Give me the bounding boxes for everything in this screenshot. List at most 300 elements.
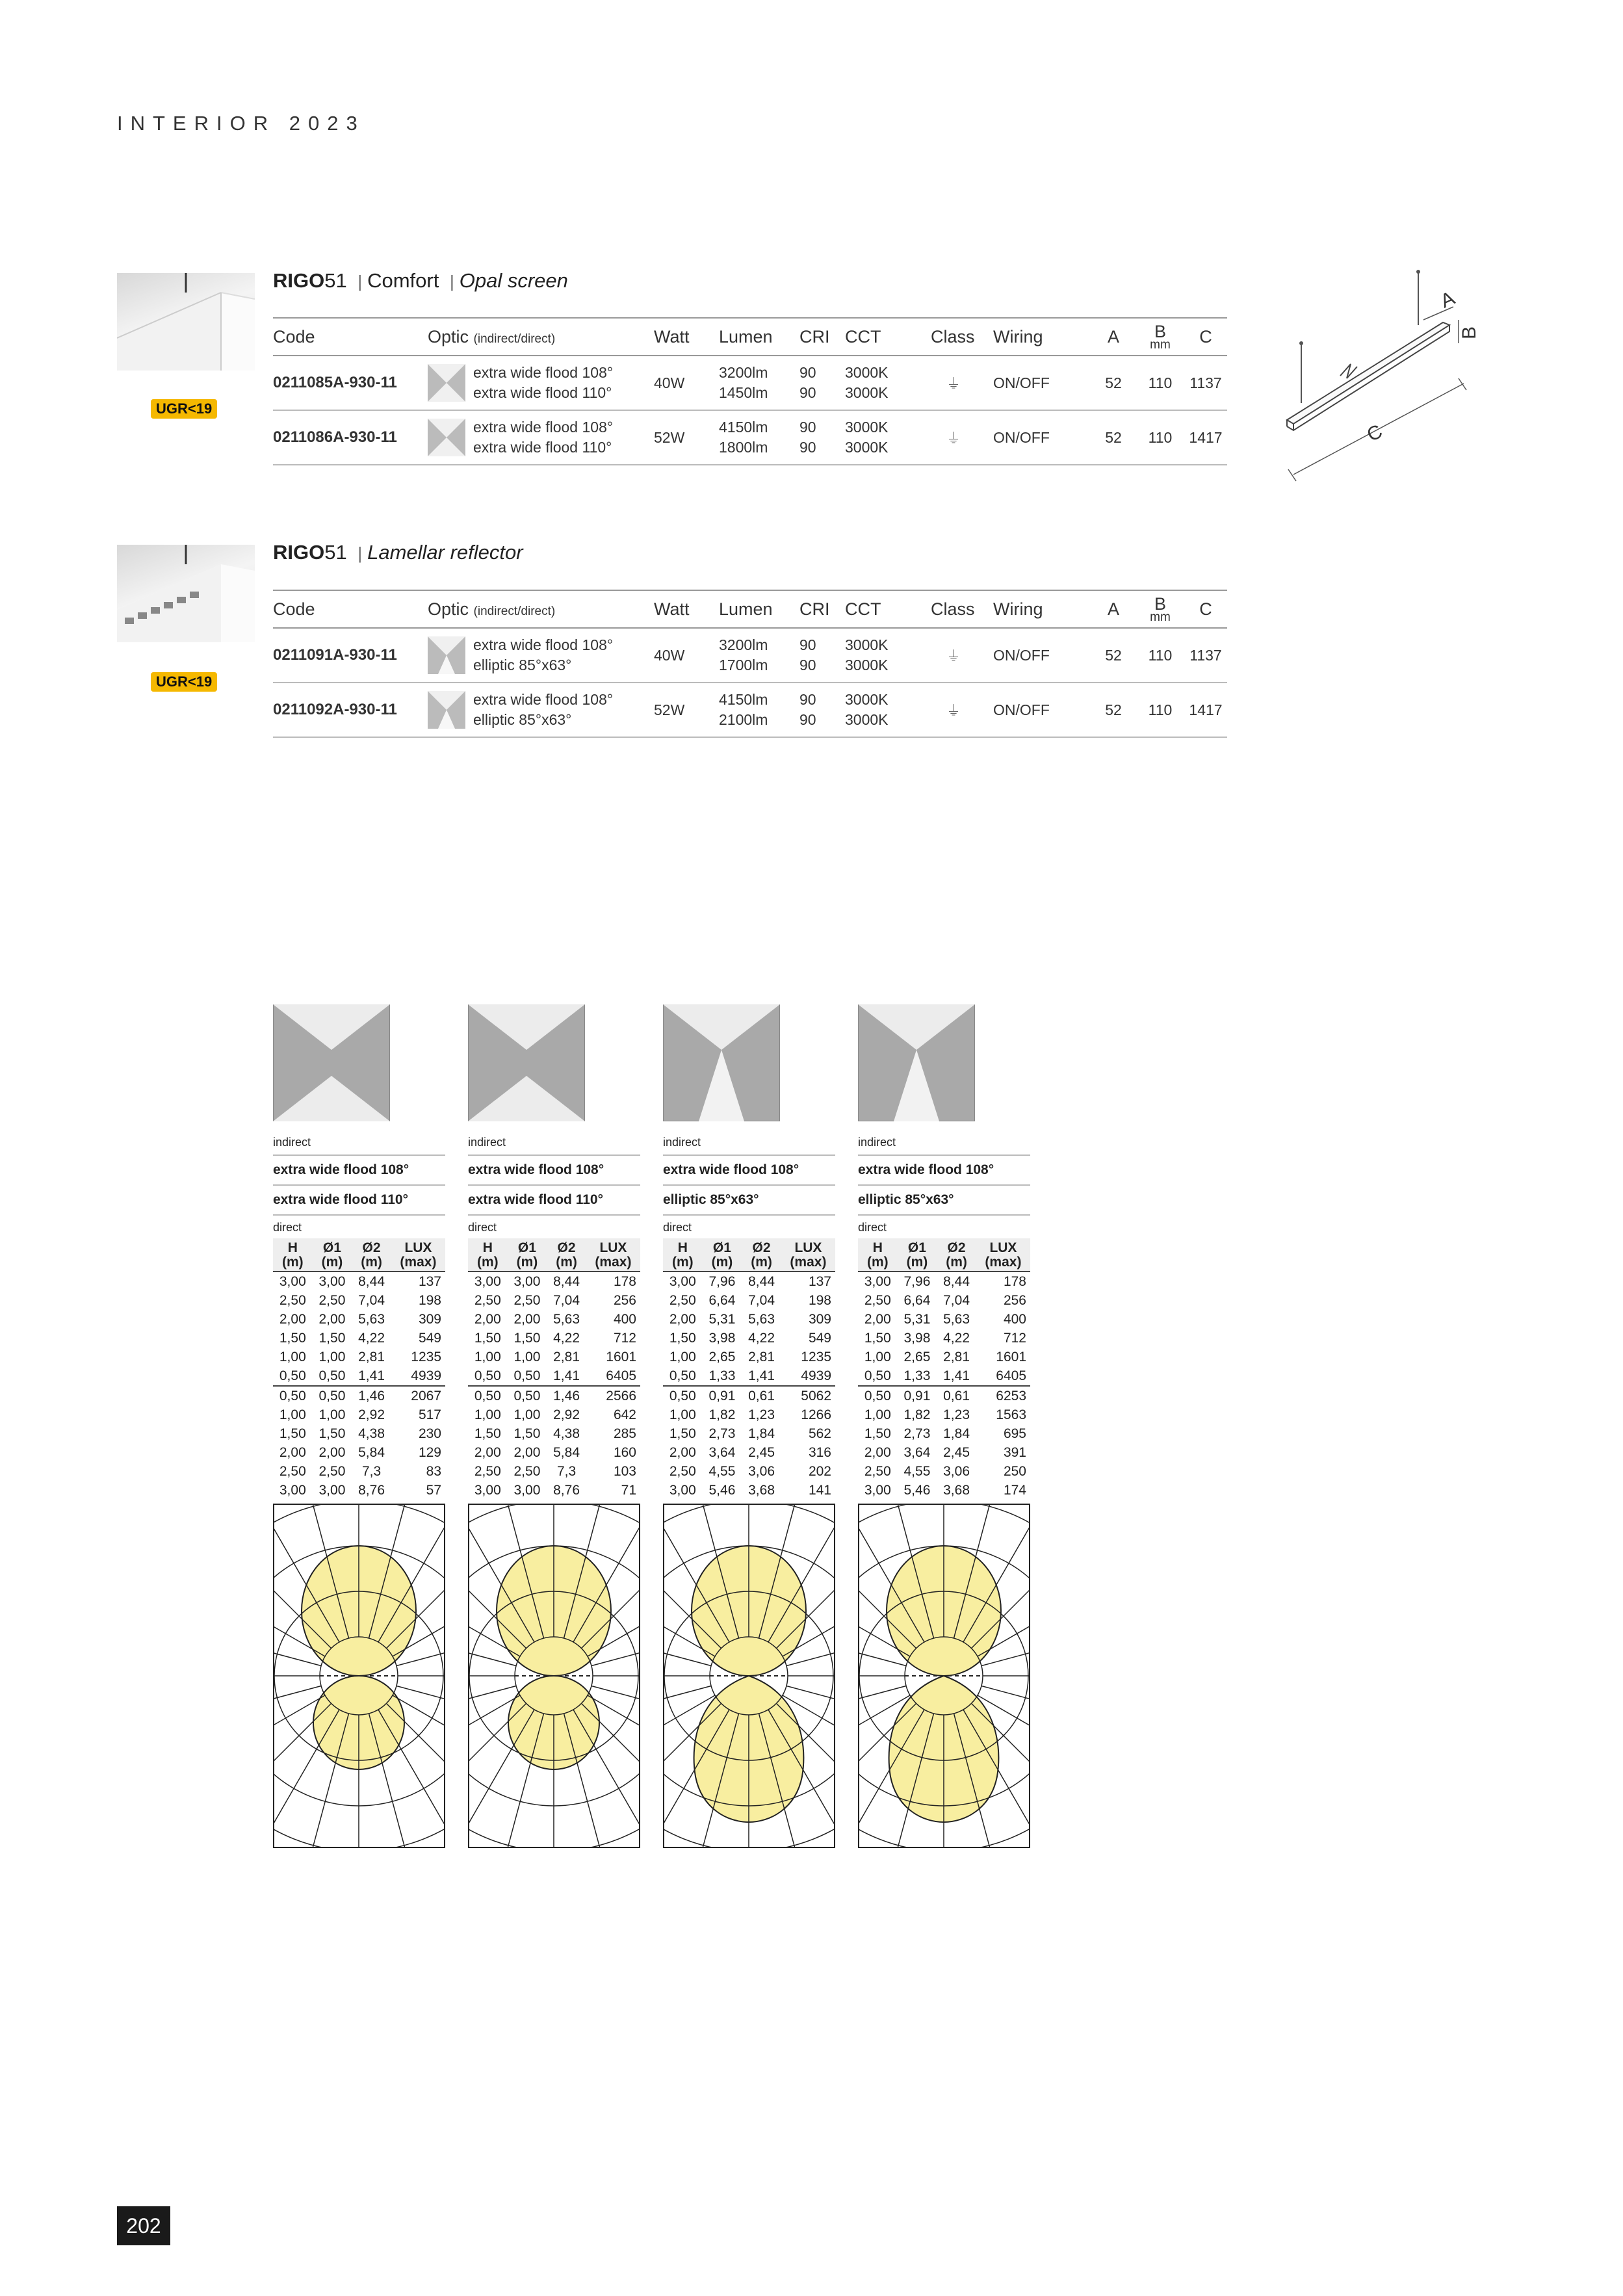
table-cell: 1,23	[748, 1407, 775, 1422]
table-header-cell: H (m)	[273, 1238, 313, 1272]
table-row	[858, 1310, 1030, 1329]
table-cell: 8,44	[748, 1274, 775, 1289]
table-header-row	[273, 1238, 445, 1272]
table-cell: 1,50	[474, 1331, 501, 1346]
indirect-optic-label: extra wide flood 108°	[858, 1155, 1030, 1186]
dim-c: 1417	[1184, 683, 1227, 737]
table-cell: 2,92	[553, 1407, 580, 1422]
table-cell: 7,04	[943, 1293, 970, 1308]
polar-diagram	[273, 1504, 445, 1848]
product-image-lamellar	[117, 545, 255, 642]
photometry-column	[663, 1004, 835, 1848]
table-cell: 178	[613, 1274, 636, 1289]
table-header-row	[468, 1238, 640, 1272]
table-cell: 2,81	[358, 1350, 385, 1364]
table-cell: 2,00	[864, 1312, 891, 1327]
col-optic: Optic (indirect/direct)	[428, 318, 654, 356]
table-row	[468, 1481, 640, 1500]
table-cell: 2,50	[513, 1464, 541, 1479]
table-cell: 1,00	[318, 1407, 346, 1422]
table-cell: 2,81	[748, 1350, 775, 1364]
table-cell: 6405	[996, 1368, 1026, 1383]
table-cell: 2566	[586, 1386, 640, 1405]
table-row	[468, 1272, 640, 1291]
table-cell: 0,50	[279, 1368, 306, 1383]
table-header-cell: LUX (max)	[976, 1238, 1030, 1272]
table-cell: 1,00	[318, 1350, 346, 1364]
table-cell: 4,55	[903, 1464, 931, 1479]
product-title	[273, 269, 568, 293]
table-cell: 0,50	[318, 1368, 346, 1383]
direct-optic-label: elliptic 85°x63°	[663, 1186, 835, 1216]
cct: 3000K 3000K	[845, 683, 931, 737]
table-cell: 2,00	[513, 1445, 541, 1460]
illuminance-table	[468, 1238, 640, 1500]
separator: |	[357, 272, 363, 291]
table-cell: 1,50	[864, 1426, 891, 1441]
table-row	[273, 1366, 445, 1386]
col-optic: Optic (indirect/direct)	[428, 590, 654, 628]
table-cell: 1,50	[669, 1331, 696, 1346]
earth-ground-icon: ⏚	[946, 430, 961, 447]
table-cell: 8,44	[358, 1274, 385, 1289]
table-row	[858, 1366, 1030, 1386]
table-cell: 0,50	[663, 1386, 703, 1405]
spec-table-lamellar	[273, 590, 1227, 738]
indirect-label: indirect	[468, 1136, 506, 1149]
table-row	[858, 1443, 1030, 1462]
spec-table-opal	[273, 317, 1227, 465]
table-cell: 0,61	[937, 1386, 976, 1405]
table-cell: 0,91	[703, 1386, 742, 1405]
table-cell: 174	[1003, 1483, 1026, 1498]
table-cell: 1,00	[513, 1350, 541, 1364]
table-cell: 1,41	[358, 1368, 385, 1383]
table-cell: 3,06	[943, 1464, 970, 1479]
table-header-cell: Ø2 (m)	[352, 1238, 391, 1272]
col-a: A	[1091, 590, 1136, 628]
class-cell	[931, 683, 993, 737]
photometry-column	[858, 1004, 1030, 1848]
table-row	[663, 1386, 835, 1405]
table-cell: 2,50	[513, 1293, 541, 1308]
product-subtitle: Comfort	[367, 269, 439, 292]
table-row	[858, 1329, 1030, 1348]
cri: 90 90	[799, 628, 845, 683]
table-cell: 2,50	[318, 1464, 346, 1479]
table-header-cell: LUX (max)	[391, 1238, 445, 1272]
table-cell: 0,50	[273, 1386, 313, 1405]
col-watt: Watt	[654, 590, 719, 628]
table-cell: 3,00	[318, 1274, 346, 1289]
separator: |	[357, 543, 363, 563]
earth-ground-icon: ⏚	[946, 375, 961, 392]
dimension-label-a: A	[1437, 287, 1459, 313]
lumen: 4150lm 1800lm	[719, 410, 799, 465]
dim-c: 1137	[1184, 628, 1227, 683]
table-cell: 1,00	[864, 1350, 891, 1364]
table-cell: 1,46	[352, 1386, 391, 1405]
table-cell: 1,50	[279, 1426, 306, 1441]
dim-b: 110	[1136, 628, 1184, 683]
col-cct: CCT	[845, 318, 931, 356]
table-header-row	[273, 590, 1227, 628]
table-header-cell: Ø2 (m)	[547, 1238, 586, 1272]
table-cell: 3,00	[279, 1483, 306, 1498]
table-cell: 0,50	[474, 1368, 501, 1383]
table-cell: 1,00	[513, 1407, 541, 1422]
table-cell: 7,3	[556, 1464, 577, 1479]
col-wiring: Wiring	[993, 590, 1091, 628]
table-cell: 8,76	[553, 1483, 580, 1498]
table-row	[858, 1462, 1030, 1481]
col-wiring: Wiring	[993, 318, 1091, 356]
table-cell: 3,00	[318, 1483, 346, 1498]
table-row	[663, 1462, 835, 1481]
table-header-cell: Ø1 (m)	[703, 1238, 742, 1272]
table-cell: 5,46	[903, 1483, 931, 1498]
direct-label: direct	[663, 1221, 692, 1234]
dim-b: 110	[1136, 683, 1184, 737]
class-cell	[931, 410, 993, 465]
table-cell: 400	[613, 1312, 636, 1327]
table-cell: 137	[808, 1274, 831, 1289]
ugr-badge: UGR<19	[151, 399, 217, 419]
col-b: B mm	[1136, 318, 1184, 356]
beam-thumbnail-icon	[428, 691, 465, 729]
product-image-opal	[117, 273, 255, 371]
dimension-label-b: B	[1459, 326, 1480, 339]
table-row	[273, 410, 1227, 465]
table-cell: 2,65	[903, 1350, 931, 1364]
table-cell: 1,23	[943, 1407, 970, 1422]
wiring: ON/OFF	[993, 410, 1091, 465]
table-cell: 1,00	[474, 1350, 501, 1364]
table-row	[663, 1310, 835, 1329]
table-cell: 160	[613, 1445, 636, 1460]
table-cell: 1,84	[943, 1426, 970, 1441]
table-cell: 250	[1003, 1464, 1026, 1479]
product-variant: Lamellar reflector	[367, 541, 523, 564]
illuminance-table	[663, 1238, 835, 1500]
dim-a: 52	[1091, 628, 1136, 683]
table-row	[273, 1405, 445, 1424]
table-header-cell: Ø1 (m)	[508, 1238, 547, 1272]
table-row	[663, 1481, 835, 1500]
lumen: 3200lm 1700lm	[719, 628, 799, 683]
page-number: 202	[117, 2206, 170, 2245]
optic-cell: extra wide flood 108° extra wide flood 110°	[428, 410, 654, 465]
table-cell: 2,81	[553, 1350, 580, 1364]
polar-diagram	[858, 1504, 1030, 1848]
table-cell: 2,00	[864, 1445, 891, 1460]
table-cell: 1235	[411, 1350, 441, 1364]
cri: 90 90	[799, 410, 845, 465]
table-cell: 1,50	[513, 1426, 541, 1441]
table-row	[468, 1424, 640, 1443]
table-row	[273, 1462, 445, 1481]
illuminance-table	[858, 1238, 1030, 1500]
table-cell: 0,50	[513, 1368, 541, 1383]
table-cell: 1,50	[279, 1331, 306, 1346]
table-cell: 2,73	[903, 1426, 931, 1441]
indirect-label: indirect	[663, 1136, 701, 1149]
beam-preview	[468, 1004, 585, 1121]
catalog-header: INTERIOR 2023	[117, 112, 365, 135]
table-cell: 5,63	[553, 1312, 580, 1327]
table-cell: 3,00	[513, 1483, 541, 1498]
indirect-optic-label: extra wide flood 108°	[663, 1155, 835, 1186]
table-row	[468, 1291, 640, 1310]
table-cell: 1,00	[669, 1350, 696, 1364]
lumen: 4150lm 2100lm	[719, 683, 799, 737]
table-cell: 141	[808, 1483, 831, 1498]
table-row	[468, 1443, 640, 1462]
dim-a: 52	[1091, 356, 1136, 410]
table-cell: 2,00	[513, 1312, 541, 1327]
table-cell: 129	[418, 1445, 441, 1460]
col-code: Code	[273, 590, 428, 628]
table-header-row	[273, 318, 1227, 356]
product-model-number: 51	[324, 269, 347, 292]
table-cell: 0,50	[864, 1368, 891, 1383]
table-cell: 309	[418, 1312, 441, 1327]
ugr-badge: UGR<19	[151, 672, 217, 692]
product-variant: Opal screen	[459, 269, 568, 292]
cri: 90 90	[799, 683, 845, 737]
col-class: Class	[931, 318, 993, 356]
table-cell: 3,98	[708, 1331, 736, 1346]
table-cell: 3,64	[903, 1445, 931, 1460]
col-watt: Watt	[654, 318, 719, 356]
table-cell: 1,50	[474, 1426, 501, 1441]
col-cri: CRI	[799, 590, 845, 628]
product-code: 0211086A-930-11	[273, 410, 428, 465]
table-cell: 2,50	[669, 1293, 696, 1308]
table-cell: 6,64	[903, 1293, 931, 1308]
table-cell: 285	[613, 1426, 636, 1441]
col-code: Code	[273, 318, 428, 356]
table-cell: 137	[418, 1274, 441, 1289]
table-cell: 103	[613, 1464, 636, 1479]
direct-label: direct	[468, 1221, 497, 1234]
table-cell: 57	[426, 1483, 441, 1498]
table-cell: 5062	[781, 1386, 835, 1405]
table-cell: 3,00	[669, 1274, 696, 1289]
col-c: C	[1184, 590, 1227, 628]
table-cell: 0,50	[508, 1386, 547, 1405]
table-cell: 8,76	[358, 1483, 385, 1498]
table-cell: 3,98	[903, 1331, 931, 1346]
table-cell: 2,45	[748, 1445, 775, 1460]
table-row	[273, 356, 1227, 410]
table-cell: 3,64	[708, 1445, 736, 1460]
table-header-cell: H (m)	[858, 1238, 898, 1272]
table-cell: 2,00	[318, 1312, 346, 1327]
table-cell: 2,50	[864, 1464, 891, 1479]
indirect-label: indirect	[858, 1136, 896, 1149]
lumen: 3200lm 1450lm	[719, 356, 799, 410]
table-cell: 695	[1003, 1426, 1026, 1441]
table-cell: 1,00	[279, 1350, 306, 1364]
table-header-cell: LUX (max)	[781, 1238, 835, 1272]
table-cell: 1,50	[669, 1426, 696, 1441]
table-cell: 2,00	[669, 1312, 696, 1327]
table-cell: 4,22	[943, 1331, 970, 1346]
table-row	[273, 1272, 445, 1291]
table-cell: 3,00	[513, 1274, 541, 1289]
dim-b: 110	[1136, 356, 1184, 410]
table-cell: 549	[418, 1331, 441, 1346]
col-lumen: Lumen	[719, 318, 799, 356]
table-header-cell: H (m)	[663, 1238, 703, 1272]
table-row	[273, 1291, 445, 1310]
table-cell: 2,00	[279, 1312, 306, 1327]
table-cell: 712	[613, 1331, 636, 1346]
table-cell: 2,92	[358, 1407, 385, 1422]
col-cri: CRI	[799, 318, 845, 356]
beam-preview	[858, 1004, 975, 1121]
indirect-label: indirect	[273, 1136, 311, 1149]
table-cell: 1,41	[553, 1368, 580, 1383]
table-row	[273, 1348, 445, 1366]
dim-a: 52	[1091, 683, 1136, 737]
table-row	[468, 1386, 640, 1405]
col-c: C	[1184, 318, 1227, 356]
table-cell: 2,00	[669, 1445, 696, 1460]
table-cell: 5,63	[748, 1312, 775, 1327]
watt: 52W	[654, 683, 719, 737]
table-cell: 7,04	[748, 1293, 775, 1308]
table-cell: 2,50	[279, 1464, 306, 1479]
table-cell: 198	[418, 1293, 441, 1308]
table-row	[273, 1443, 445, 1462]
table-cell: 4,38	[553, 1426, 580, 1441]
beam-preview	[663, 1004, 780, 1121]
table-row	[468, 1348, 640, 1366]
table-row	[273, 1310, 445, 1329]
table-header-cell: Ø1 (m)	[898, 1238, 937, 1272]
table-cell: 7,04	[358, 1293, 385, 1308]
table-header-cell: Ø2 (m)	[742, 1238, 781, 1272]
table-cell: 7,04	[553, 1293, 580, 1308]
table-cell: 1235	[801, 1350, 831, 1364]
table-header-row	[663, 1238, 835, 1272]
table-cell: 2,45	[943, 1445, 970, 1460]
table-cell: 1,33	[708, 1368, 736, 1383]
table-cell: 2,50	[474, 1293, 501, 1308]
table-cell: 1,00	[864, 1407, 891, 1422]
table-row	[858, 1481, 1030, 1500]
table-cell: 1601	[606, 1350, 636, 1364]
direct-optic-label: extra wide flood 110°	[468, 1186, 640, 1216]
table-cell: 1563	[996, 1407, 1026, 1422]
table-cell: 178	[1003, 1274, 1026, 1289]
dim-b: 110	[1136, 410, 1184, 465]
direct-label: direct	[273, 1221, 302, 1234]
table-cell: 0,50	[468, 1386, 508, 1405]
table-row	[858, 1348, 1030, 1366]
table-row	[273, 683, 1227, 737]
table-row	[273, 1386, 445, 1405]
polar-diagram	[663, 1504, 835, 1848]
table-row	[273, 1424, 445, 1443]
table-cell: 1,00	[669, 1407, 696, 1422]
table-cell: 2,65	[708, 1350, 736, 1364]
wiring: ON/OFF	[993, 356, 1091, 410]
table-cell: 2,00	[279, 1445, 306, 1460]
table-row	[468, 1329, 640, 1348]
table-cell: 8,44	[553, 1274, 580, 1289]
dim-c: 1417	[1184, 410, 1227, 465]
table-cell: 3,00	[864, 1483, 891, 1498]
polar-diagram	[468, 1504, 640, 1848]
table-cell: 309	[808, 1312, 831, 1327]
table-cell: 1,41	[748, 1368, 775, 1383]
table-row	[663, 1329, 835, 1348]
table-row	[468, 1310, 640, 1329]
table-row	[858, 1405, 1030, 1424]
table-cell: 1,00	[474, 1407, 501, 1422]
table-row	[663, 1443, 835, 1462]
table-cell: 0,91	[898, 1386, 937, 1405]
product-code: 0211085A-930-11	[273, 356, 428, 410]
table-cell: 3,00	[474, 1274, 501, 1289]
cri: 90 90	[799, 356, 845, 410]
table-cell: 6405	[606, 1368, 636, 1383]
beam-thumbnail-icon	[428, 419, 465, 456]
table-cell: 5,63	[358, 1312, 385, 1327]
table-cell: 517	[418, 1407, 441, 1422]
table-cell: 6,64	[708, 1293, 736, 1308]
table-cell: 391	[1003, 1445, 1026, 1460]
table-cell: 202	[808, 1464, 831, 1479]
table-cell: 5,31	[708, 1312, 736, 1327]
table-cell: 198	[808, 1293, 831, 1308]
product-name: RIGO	[273, 269, 325, 292]
table-cell: 562	[808, 1426, 831, 1441]
table-cell: 2,50	[279, 1293, 306, 1308]
watt: 40W	[654, 356, 719, 410]
optic-cell: extra wide flood 108° elliptic 85°x63°	[428, 628, 654, 683]
table-cell: 2,73	[708, 1426, 736, 1441]
wiring: ON/OFF	[993, 628, 1091, 683]
table-cell: 2067	[391, 1386, 445, 1405]
product-name: RIGO	[273, 541, 325, 564]
table-cell: 4,22	[358, 1331, 385, 1346]
table-cell: 1,46	[547, 1386, 586, 1405]
table-row	[273, 1481, 445, 1500]
product-model-number: 51	[324, 541, 347, 564]
separator: |	[449, 272, 454, 291]
table-row	[468, 1462, 640, 1481]
earth-ground-icon: ⏚	[946, 647, 961, 664]
table-cell: 4,38	[358, 1426, 385, 1441]
table-cell: 1,50	[864, 1331, 891, 1346]
dim-a: 52	[1091, 410, 1136, 465]
table-cell: 400	[1003, 1312, 1026, 1327]
watt: 40W	[654, 628, 719, 683]
table-cell: 256	[1003, 1293, 1026, 1308]
table-header-cell: Ø1 (m)	[313, 1238, 352, 1272]
col-b: B mm	[1136, 590, 1184, 628]
table-cell: 4,22	[553, 1331, 580, 1346]
photometry-column	[273, 1004, 445, 1848]
table-cell: 3,06	[748, 1464, 775, 1479]
table-row	[663, 1366, 835, 1386]
wiring: ON/OFF	[993, 683, 1091, 737]
cct: 3000K 3000K	[845, 628, 931, 683]
